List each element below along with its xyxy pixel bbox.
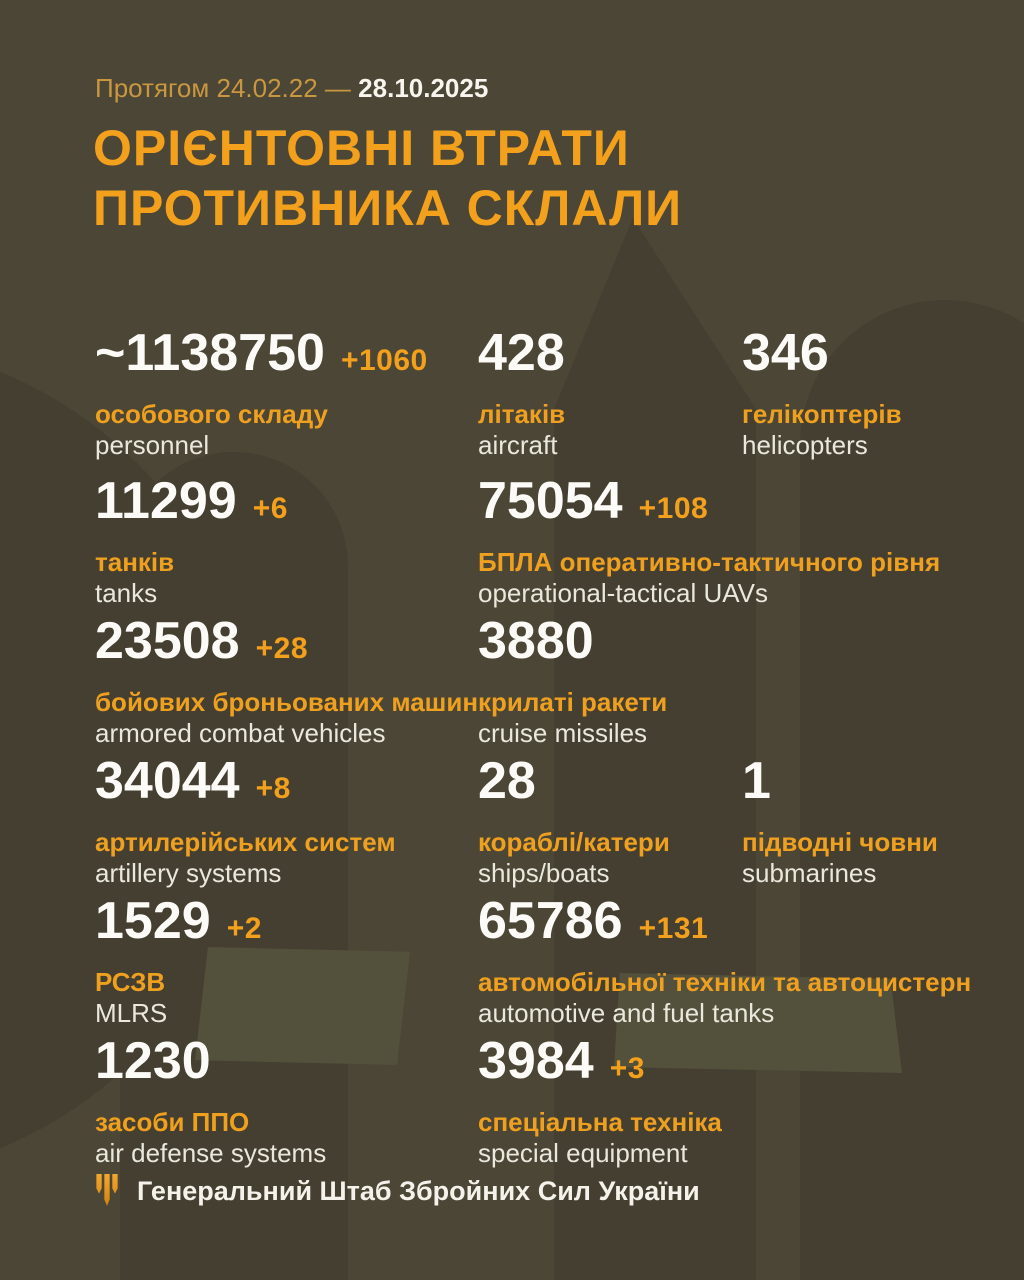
stat-label-uk: спеціальна техніка: [478, 1107, 722, 1137]
stat-label-en: artillery systems: [95, 858, 282, 888]
stat-value: 65786: [478, 892, 623, 950]
stat-label-uk: засоби ППО: [95, 1107, 250, 1137]
stat-value: 34044: [95, 752, 240, 810]
page-title-line2: ПРОТИВНИКА СКЛАЛИ: [93, 180, 683, 236]
stat-label-en: armored combat vehicles: [95, 718, 386, 748]
stat-label-uk: літаків: [478, 399, 566, 429]
stat-label-uk: бойових броньованих машин: [95, 687, 479, 717]
stat-cell-submarines: [742, 750, 984, 889]
stat-value: 1: [742, 752, 771, 810]
stat-cell-cruise-missiles: [478, 610, 984, 749]
stat-value: 23508: [95, 612, 240, 670]
stat-label-en: ships/boats: [478, 858, 610, 888]
stat-value: 11299: [95, 472, 237, 530]
org-name: Генеральний Штаб Збройних Сил України: [137, 1175, 700, 1206]
stats-row: [95, 322, 984, 470]
stat-label-uk: кораблі/катери: [478, 827, 670, 857]
stat-cell-tanks: [95, 470, 478, 609]
stat-label-en: personnel: [95, 430, 210, 460]
stat-delta: +28: [255, 632, 308, 665]
stat-label-uk: БПЛА оперативно-тактичного рівня: [478, 547, 941, 577]
stats-row: [95, 470, 984, 610]
stat-label-en: MLRS: [95, 998, 168, 1028]
stat-label-en: submarines: [742, 858, 877, 888]
stat-cell-armored-vehicles: [95, 610, 478, 749]
page-title-line1: ОРІЄНТОВНІ ВТРАТИ: [93, 120, 630, 176]
period-label: Протягом 24.02.22 —: [95, 73, 351, 103]
stat-label-uk: РСЗВ: [95, 967, 166, 997]
stat-delta: +6: [252, 492, 288, 525]
stat-label-uk: танків: [95, 547, 175, 577]
tryzub-icon: [95, 1174, 119, 1208]
stat-value: 1230: [95, 1032, 211, 1090]
stat-delta: +2: [226, 912, 262, 945]
stat-value: 346: [742, 324, 829, 382]
stat-label-uk: артилерійських систем: [95, 827, 396, 857]
stats-row: [95, 750, 984, 890]
stat-label-uk: автомобільної техніки та автоцистерн: [478, 967, 972, 997]
stat-label-en: cruise missiles: [478, 718, 648, 748]
stat-cell-special-equipment: [478, 1030, 984, 1169]
page-title: [93, 118, 682, 238]
stat-label-en: tanks: [95, 578, 158, 608]
stat-cell-helicopters: [742, 322, 984, 461]
stats-row: [95, 890, 984, 1030]
stat-delta: +108: [638, 492, 709, 525]
stat-label-uk: гелікоптерів: [742, 399, 902, 429]
stat-value: 28: [478, 752, 536, 810]
period-line: [95, 72, 488, 104]
stat-label-en: operational-tactical UAVs: [478, 578, 768, 608]
stat-cell-artillery: [95, 750, 478, 889]
stat-cell-mlrs: [95, 890, 478, 1029]
stats-row: [95, 1030, 984, 1170]
stat-value: ~1138750: [95, 324, 325, 382]
stat-cell-personnel: [95, 322, 478, 461]
stat-label-uk: особового складу: [95, 399, 328, 429]
stat-label-en: helicopters: [742, 430, 868, 460]
stat-delta: +1060: [340, 344, 428, 377]
stat-label-en: air defense systems: [95, 1138, 327, 1168]
stat-value: 3984: [478, 1032, 594, 1090]
stat-cell-vehicles-fuel-tanks: [478, 890, 984, 1029]
stat-label-uk: підводні човни: [742, 827, 938, 857]
period-date: 28.10.2025: [358, 73, 489, 103]
stat-delta: +8: [255, 772, 291, 805]
stats-row: [95, 610, 984, 750]
stat-value: 3880: [478, 612, 594, 670]
stat-delta: +131: [638, 912, 709, 945]
stat-cell-uavs: [478, 470, 984, 609]
stats-grid: [95, 322, 984, 1170]
stat-cell-ships: [478, 750, 742, 889]
stat-label-en: special equipment: [478, 1138, 688, 1168]
stat-label-uk: крилаті ракети: [478, 687, 668, 717]
stat-cell-aircraft: [478, 322, 742, 461]
stat-cell-air-defense: [95, 1030, 478, 1169]
stat-label-en: aircraft: [478, 430, 558, 460]
stat-label-en: automotive and fuel tanks: [478, 998, 775, 1028]
stat-value: 75054: [478, 472, 623, 530]
stat-value: 1529: [95, 892, 211, 950]
stat-delta: +3: [609, 1052, 645, 1085]
stat-value: 428: [478, 324, 565, 382]
footer: [95, 1174, 700, 1208]
